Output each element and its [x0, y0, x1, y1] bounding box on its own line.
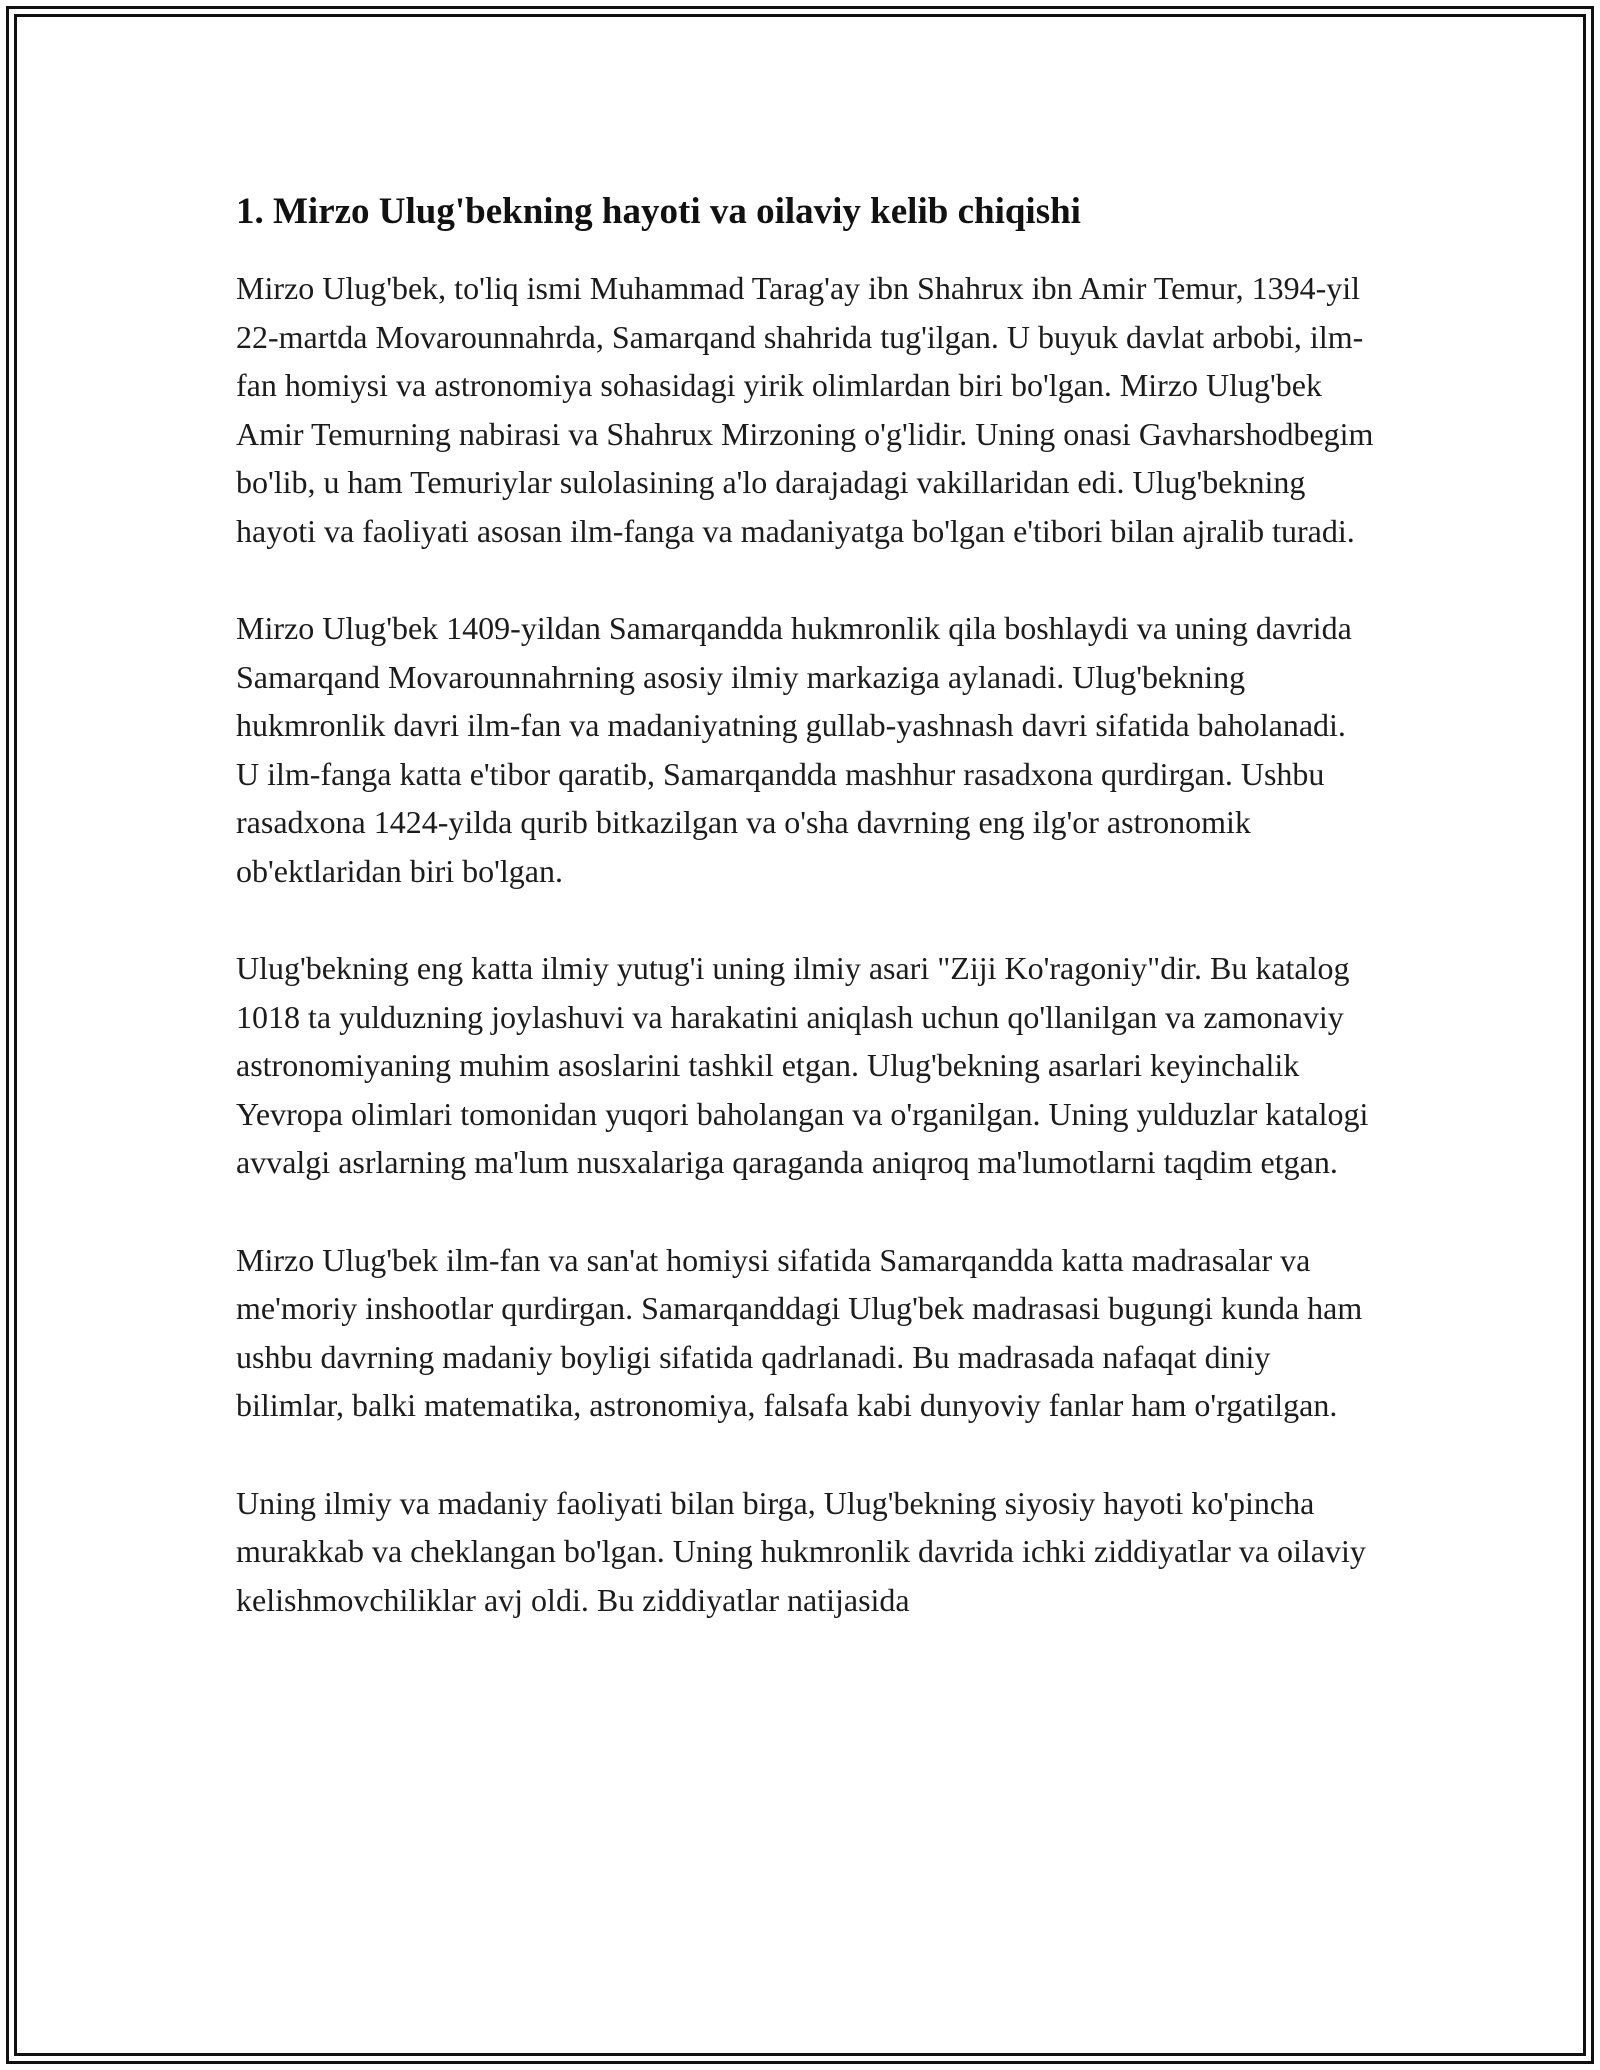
- paragraph-reign-and-observatory: Mirzo Ulug'bek 1409-yildan Samarqandda hukmronlik qila boshlaydi va uning davrida Samarqand Movarounnahrning asosiy ilmiy markaziga aylanadi. Ulug'bekning hukmronlik davri ilm-fan va madaniyatning gullab-yashnash davri sifatida baholanadi. U ilm-fanga katta e'tibor qaratib, Samarqandda mashhur rasadxona qurdirgan. Ushbu rasadxona 1424-yilda qurib bitkazilgan va o'sha davrning eng ilg'or astronomik ob'ektlaridan biri bo'lgan.: [236, 610, 1352, 889]
- paragraph-madrasas: Mirzo Ulug'bek ilm-fan va san'at homiysi sifatida Samarqandda katta madrasalar va me'moriy inshootlar qurdirgan. Samarqanddagi Ulug'bek madrasasi bugungi kunda ham ushbu davrning madaniy boyligi sifatida qadrlanadi. Bu madrasada nafaqat diniy bilimlar, balki matematika, astronomiya, falsafa kabi dunyoviy fanlar ham o'rgatilgan.: [236, 1241, 1363, 1423]
- section-heading: 1. Mirzo Ulug'bekning hayoti va oilaviy kelib chiqishi: [236, 191, 1081, 232]
- paragraph-birth-and-family: Mirzo Ulug'bek, to'liq ismi Muhammad Tarag'ay ibn Shahrux ibn Amir Temur, 1394-yil 22-martda Movarounnahrda, Samarqand shahrida tug'ilgan. U buyuk davlat arbobi, ilm-fan homiysi va astronomiya sohasidagi yirik olimlardan biri bo'lgan. Mirzo Ulug'bek Amir Temurning nabirasi va Shahrux Mirzoning o'g'lidir. Uning onasi Gavharshodbegim bo'lib, u ham Temuriylar sulolasining a'lo darajadagi vakillaridan edi. Ulug'bekning hayoti va faoliyati asosan ilm-fanga va madaniyatga bo'lgan e'tibori bilan ajralib turadi.: [236, 270, 1374, 549]
- paragraph-star-catalog: Ulug'bekning eng katta ilmiy yutug'i uning ilmiy asari "Ziji Ko'ragoniy"dir. Bu katalog 1018 ta yulduzning joylashuvi va harakatini aniqlash uchun qo'llanilgan va zamonaviy astronomiyaning muhim asoslarini tashkil etgan. Ulug'bekning asarlari keyinchalik Yevropa olimlari tomonidan yuqori baholangan va o'rganilgan. Uning yulduzlar katalogi avvalgi asrlarning ma'lum nusxalariga qaraganda aniqroq ma'lumotlarni taqdim etgan.: [236, 950, 1369, 1180]
- paragraph-political-life: Uning ilmiy va madaniy faoliyati bilan birga, Ulug'bekning siyosiy hayoti ko'pincha murakkab va cheklangan bo'lgan. Uning hukmronlik davrida ichki ziddiyatlar va oilaviy kelishmovchiliklar avj oldi. Bu ziddiyatlar natijasida: [236, 1484, 1366, 1618]
- document-body: [236, 186, 1376, 1673]
